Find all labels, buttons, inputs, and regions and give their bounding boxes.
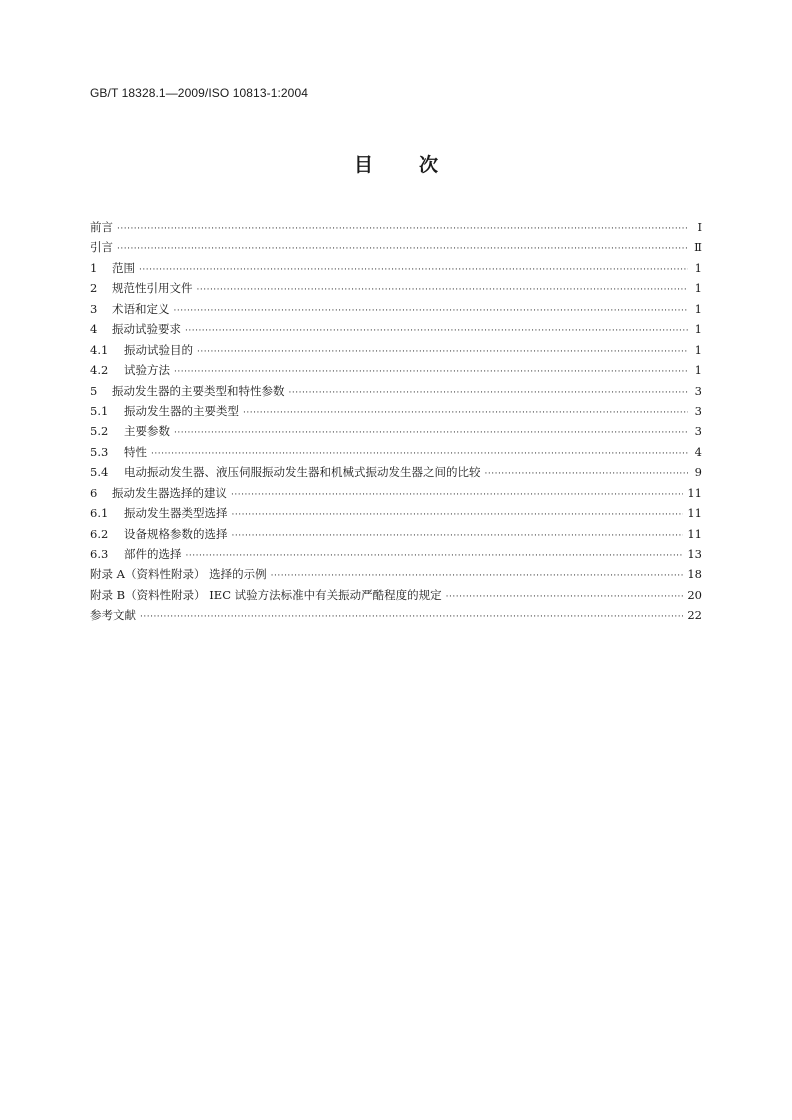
toc-item-label: 引言 [90,240,113,255]
toc-item-page: 3 [694,403,702,418]
toc-leader-dots [243,403,688,423]
toc-item-page: 9 [694,465,702,480]
toc-item-label: 试验方法 [124,363,170,378]
toc-item-number: 5.2 [90,424,109,439]
toc-item-label: 振动试验目的 [124,342,193,357]
toc-leader-dots [197,342,688,362]
toc-leader-dots [117,219,688,239]
toc-item[interactable] [90,421,702,441]
toc-leader-dots [231,485,683,505]
toc-item-page: 22 [687,608,702,623]
table-of-contents [90,217,702,626]
toc-item-number: 2 [90,281,98,296]
toc-item[interactable] [90,319,702,339]
title-part-1: 目 [353,154,373,176]
toc-leader-dots [289,383,689,403]
toc-item-label: 前言 [90,220,113,234]
toc-item[interactable] [90,544,702,564]
toc-leader-dots [185,321,688,341]
toc-item-label: 振动发生器选择的建议 [112,485,227,500]
toc-item-number: 4 [90,322,98,337]
toc-item-page: Ⅰ [697,220,702,234]
toc-item[interactable] [90,462,702,482]
toc-item-label: 电动振动发生器、液压伺服振动发生器和机械式振动发生器之间的比较 [124,465,481,480]
toc-item[interactable] [90,401,702,421]
toc-item-number: 5 [90,383,98,398]
toc-item-label: 特性 [124,444,147,459]
toc-leader-dots [139,260,688,280]
toc-item-number: 1 [90,260,98,275]
toc-item-label: 振动发生器的主要类型 [124,403,239,418]
toc-item[interactable] [90,585,702,605]
toc-item-page: 11 [687,526,702,541]
toc-item-number: 6.3 [90,547,109,561]
toc-leader-dots [174,301,689,321]
toc-item-number: 4.2 [90,363,109,378]
toc-item-number: 5.4 [90,465,109,480]
toc-leader-dots [446,587,684,607]
toc-item-page: 1 [694,281,702,296]
toc-leader-dots [197,280,689,300]
toc-item-page: 11 [687,485,702,500]
toc-leader-dots [151,444,688,464]
toc-leader-dots [174,423,688,443]
toc-item[interactable] [90,360,702,380]
toc-item-page: Ⅱ [694,240,702,255]
toc-item[interactable] [90,299,702,319]
toc-item-page: 3 [694,383,702,398]
toc-item-label: 主要参数 [124,424,170,439]
toc-item[interactable] [90,442,702,462]
toc-item[interactable] [90,381,702,401]
toc-item-number: 3 [90,301,98,316]
toc-item-page: 1 [694,322,702,337]
toc-item-page: 13 [687,547,702,561]
toc-item-label: 范围 [112,260,135,275]
toc-item-page: 3 [694,424,702,439]
standard-code-header: GB/T 18328.1—2009/ISO 10813-1:2004 [90,86,308,100]
toc-item-page: 4 [694,444,702,459]
toc-item[interactable] [90,237,702,257]
toc-item[interactable] [90,217,702,237]
toc-item-label: 振动发生器类型选择 [124,506,228,521]
toc-item-number: 6.1 [90,506,109,521]
toc-leader-dots [232,526,684,546]
toc-item-page: 20 [687,587,702,602]
toc-item-label: 附录 B（资料性附录） IEC 试验方法标准中有关振动严酷程度的规定 [90,587,442,602]
toc-item-page: 1 [694,363,702,378]
toc-item[interactable] [90,340,702,360]
toc-item-page: 1 [694,260,702,275]
toc-item-label: 设备规格参数的选择 [124,526,228,541]
toc-item[interactable] [90,524,702,544]
toc-item-number: 5.1 [90,403,109,418]
toc-item-label: 术语和定义 [112,301,170,316]
toc-leader-dots [117,239,688,259]
toc-leader-dots [232,505,684,525]
toc-item[interactable] [90,503,702,523]
toc-item-label: 规范性引用文件 [112,281,193,296]
toc-item-label: 振动试验要求 [112,322,181,337]
toc-item-number: 4.1 [90,342,109,357]
toc-item[interactable] [90,605,702,625]
toc-item[interactable] [90,258,702,278]
toc-item-page: 1 [694,301,702,316]
toc-leader-dots [174,362,688,382]
toc-item[interactable] [90,564,702,584]
toc-leader-dots [485,464,689,484]
toc-item-page: 18 [687,567,702,582]
toc-item[interactable] [90,483,702,503]
toc-leader-dots [271,566,684,586]
toc-item-number: 5.3 [90,444,109,459]
toc-item-page: 11 [687,506,702,521]
toc-leader-dots [186,546,684,566]
toc-leader-dots [140,607,683,627]
toc-item-label: 振动发生器的主要类型和特性参数 [112,383,285,398]
page-title [0,150,792,177]
toc-item-label: 参考文献 [90,608,136,623]
toc-item-label: 部件的选择 [124,547,182,561]
toc-item-number: 6.2 [90,526,109,541]
toc-item-label: 附录 A（资料性附录） 选择的示例 [90,567,267,582]
toc-item[interactable] [90,278,702,298]
toc-item-number: 6 [90,485,98,500]
title-part-2: 次 [419,154,439,176]
toc-item-page: 1 [694,342,702,357]
